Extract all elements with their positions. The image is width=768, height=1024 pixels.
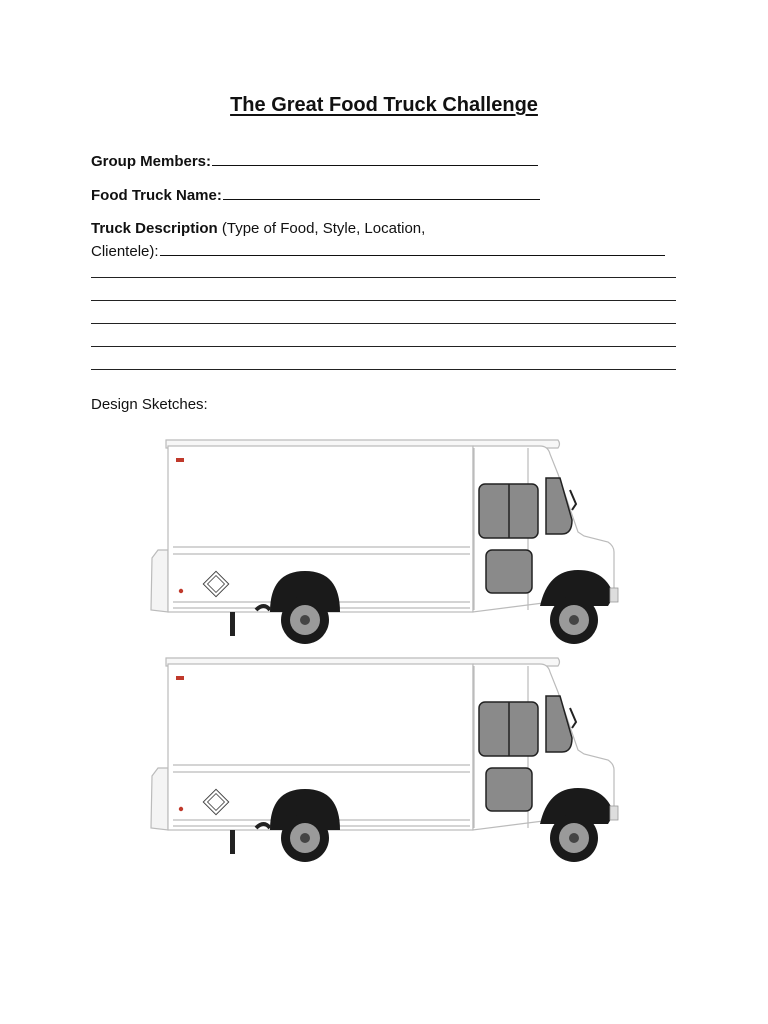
truck-description-hint: (Type of Food, Style, Location, <box>217 220 426 237</box>
food-truck-name-row <box>91 187 540 204</box>
description-field-line-4[interactable] <box>91 323 676 324</box>
truck-outline <box>151 440 614 612</box>
truck-sketch-2 <box>148 652 623 864</box>
clientele-row <box>91 243 665 260</box>
truck-description-row <box>91 220 425 237</box>
front-wheel-icon <box>550 596 598 644</box>
door-window-icon <box>486 550 532 593</box>
rear-wheel-icon <box>281 814 329 862</box>
marker-light-icon <box>176 676 184 680</box>
rear-wheel-icon <box>281 596 329 644</box>
group-members-label: Group Members: <box>91 153 212 170</box>
description-field-line-5[interactable] <box>91 346 676 347</box>
front-wheel-icon <box>550 814 598 862</box>
mud-flap <box>230 830 235 854</box>
door-window-icon <box>486 768 532 811</box>
design-sketches-label: Design Sketches: <box>91 396 208 413</box>
page-title: The Great Food Truck Challenge <box>230 94 538 116</box>
mirror-icon <box>570 708 576 728</box>
food-truck-name-field[interactable] <box>223 198 540 200</box>
truck-description-label: Truck Description <box>91 220 218 237</box>
front-bumper <box>610 588 618 602</box>
description-field-line-3[interactable] <box>91 300 676 301</box>
group-members-field[interactable] <box>212 164 538 166</box>
description-field-line-1[interactable] <box>160 254 665 256</box>
group-members-row <box>91 153 538 170</box>
clientele-label: Clientele): <box>91 243 159 260</box>
truck-outline <box>151 658 614 830</box>
marker-light-icon <box>176 458 184 462</box>
mud-flap <box>230 612 235 636</box>
mirror-icon <box>570 490 576 510</box>
truck-sketch-1 <box>148 434 623 646</box>
description-field-line-2[interactable] <box>91 277 676 278</box>
description-field-line-6[interactable] <box>91 369 676 370</box>
windshield-icon <box>546 696 572 752</box>
reflector-icon <box>179 807 183 811</box>
windshield-icon <box>546 478 572 534</box>
front-bumper <box>610 806 618 820</box>
reflector-icon <box>179 589 183 593</box>
food-truck-name-label: Food Truck Name: <box>91 187 222 204</box>
